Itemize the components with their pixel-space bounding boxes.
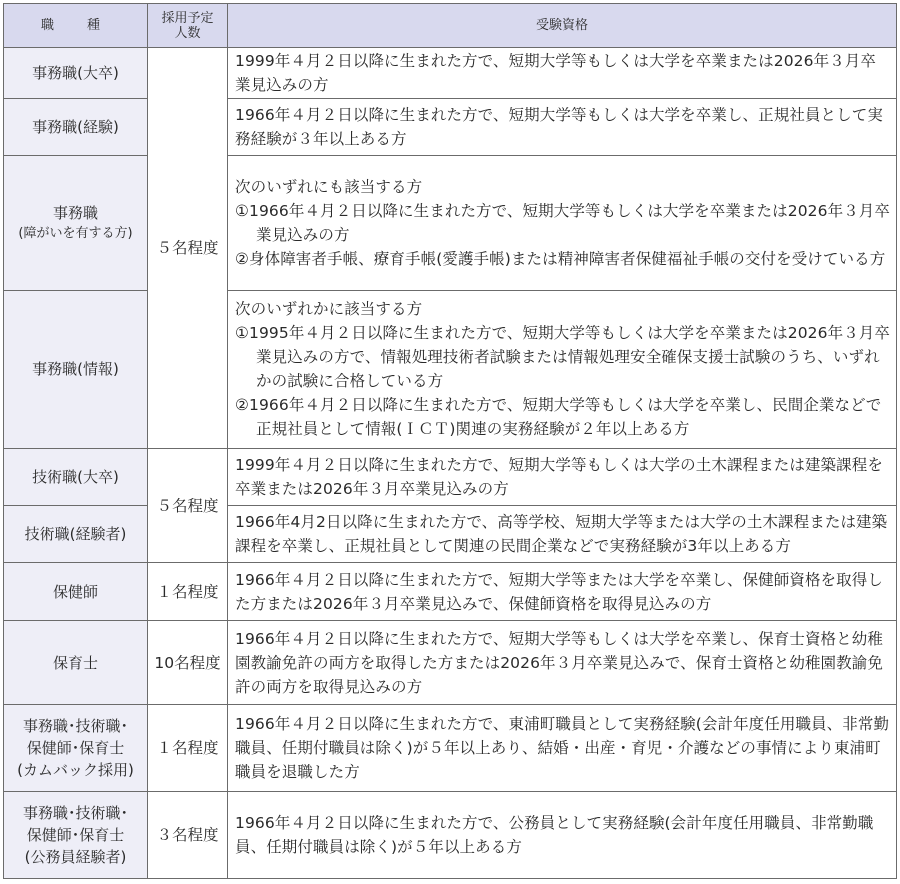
table-row [4, 621, 897, 705]
recruitment-table [3, 3, 897, 879]
count-cell: ５名程度 [148, 48, 228, 449]
header-count: 採用予定 人数 [148, 4, 228, 48]
qualification-cell: 1999年４月２日以降に生まれた方で、短期大学等もしくは大学を卒業または2026年３月卒業見込みの方 [228, 48, 897, 99]
job-type-cell: 技術職(大卒) [4, 448, 148, 505]
table-header-row [4, 4, 897, 48]
table-row [4, 48, 897, 99]
job-type-cell: 事務職(情報) [4, 290, 148, 448]
qualification-cell: 1999年４月２日以降に生まれた方で、短期大学等もしくは大学の土木課程または建築課程を卒業または2026年３月卒業見込みの方 [228, 448, 897, 505]
table-row [4, 791, 897, 878]
table-row [4, 290, 897, 448]
count-cell: 10名程度 [148, 621, 228, 705]
table-row [4, 156, 897, 290]
job-type-cell: 保健師 [4, 563, 148, 621]
table-row [4, 506, 897, 563]
table-row [4, 563, 897, 621]
header-qualification: 受験資格 [228, 4, 897, 48]
count-cell: ５名程度 [148, 448, 228, 562]
job-type-cell: 事務職･技術職･ 保健師･保育士 (公務員経験者) [4, 791, 148, 878]
job-type-cell: 事務職(大卒) [4, 48, 148, 99]
qualification-cell: 1966年４月２日以降に生まれた方で、短期大学等もしくは大学を卒業し、保育士資格と幼稚園教諭免許の両方を取得した方または2026年３月卒業見込みで、保育士資格と幼稚園教諭免許の両方を取得見込みの方 [228, 621, 897, 705]
job-type-cell: 事務職･技術職･ 保健師･保育士 (カムバック採用) [4, 705, 148, 791]
recruitment-table-wrapper [3, 3, 896, 879]
job-type-cell: 事務職 (障がいを有する方) [4, 156, 148, 290]
count-cell: １名程度 [148, 705, 228, 791]
count-cell: ３名程度 [148, 791, 228, 878]
job-type-cell: 事務職(経験) [4, 99, 148, 156]
job-type-cell: 技術職(経験者) [4, 506, 148, 563]
table-row [4, 99, 897, 156]
table-row [4, 448, 897, 505]
qualification-cell: 1966年４月２日以降に生まれた方で、公務員として実務経験(会計年度任用職員、非常勤職員、任期付職員は除く)が５年以上ある方 [228, 791, 897, 878]
job-type-cell: 保育士 [4, 621, 148, 705]
qualification-cell: 次のいずれかに該当する方 ①1995年４月２日以降に生まれた方で、短期大学等もしくは大学を卒業または2026年３月卒業見込みの方で、情報処理技術者試験または情報処理安全確保支援士試験のうち、いずれかの試験に合格している方 ②1966年４月２日以降に生まれた方で、短期大学等もしくは大学を卒業し、民間企業などで正規社員として情報(ＩＣＴ)関連の実務経験が２年以上ある方 [228, 290, 897, 448]
qualification-cell: 1966年４月２日以降に生まれた方で、短期大学等または大学を卒業し、保健師資格を取得した方または2026年３月卒業見込みで、保健師資格を取得見込みの方 [228, 563, 897, 621]
count-cell: １名程度 [148, 563, 228, 621]
qualification-cell: 1966年４月２日以降に生まれた方で、東浦町職員として実務経験(会計年度任用職員、非常勤職員、任期付職員は除く)が５年以上あり、結婚・出産・育児・介護などの事情により東浦町職員を退職した方 [228, 705, 897, 791]
qualification-cell: 1966年４月２日以降に生まれた方で、短期大学等もしくは大学を卒業し、正規社員として実務経験が３年以上ある方 [228, 99, 897, 156]
qualification-cell: 1966年4月2日以降に生まれた方で、高等学校、短期大学等または大学の土木課程または建築課程を卒業し、正規社員として関連の民間企業などで実務経験が3年以上ある方 [228, 506, 897, 563]
table-row [4, 705, 897, 791]
qualification-cell: 次のいずれにも該当する方 ①1966年４月２日以降に生まれた方で、短期大学等もしくは大学を卒業または2026年３月卒業見込みの方 ②身体障害者手帳、療育手帳(愛護手帳)または精神障害者保健福祉手帳の交付を受けている方 [228, 156, 897, 290]
header-job-type: 職 種 [4, 4, 148, 48]
